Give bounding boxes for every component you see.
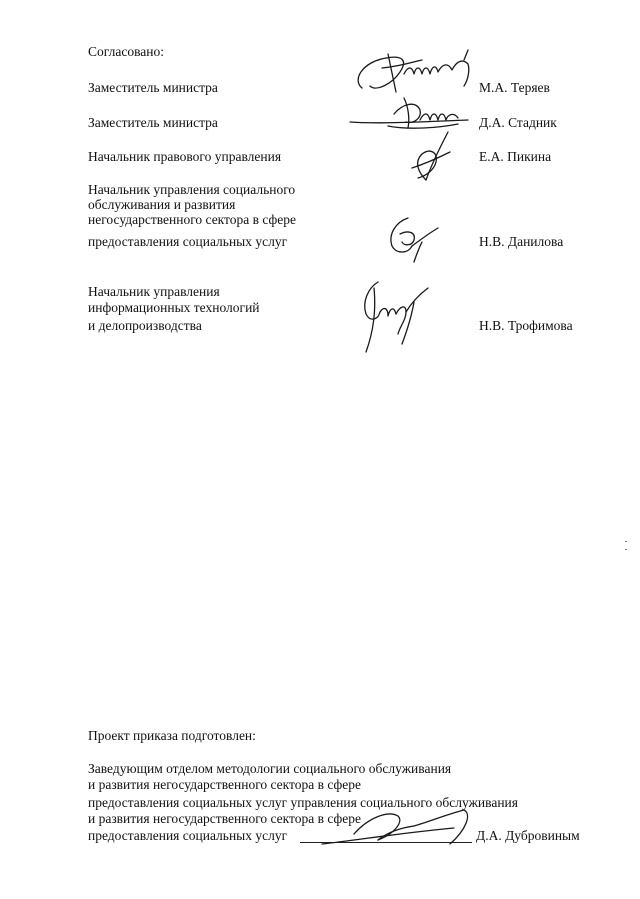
- approval-name-3: Е.А. Пикина: [479, 149, 552, 164]
- prepared-line-5: предоставления социальных услуг: [88, 828, 288, 843]
- prepared-line-4: и развития негосударственного сектора в сфере: [88, 811, 362, 826]
- approval-position-4-line-1: Начальник управления социального: [88, 182, 296, 197]
- approval-position-1: Заместитель министра: [88, 80, 218, 95]
- approval-position-4-line-4: предоставления социальных услуг: [88, 234, 288, 249]
- signature-4: [382, 212, 446, 264]
- approval-position-5-line-3: и делопроизводства: [88, 318, 202, 333]
- approval-position-5-line-2: информационных технологий: [88, 300, 260, 315]
- approval-position-2: Заместитель министра: [88, 115, 218, 130]
- scan-speck: [625, 541, 627, 542]
- approval-name-1: М.А. Теряев: [479, 80, 550, 95]
- signature-5: [354, 278, 438, 358]
- approval-position-4-line-3: негосударственного сектора в сфере: [88, 212, 297, 227]
- approval-position-4-line-2: обслуживания и развития: [88, 197, 236, 212]
- prepared-line-3: предоставления социальных услуг управления социального обслуживания: [88, 795, 518, 810]
- signature-1: [352, 40, 482, 100]
- signature-6: [318, 800, 478, 856]
- prepared-heading: Проект приказа подготовлен:: [88, 728, 256, 743]
- prepared-line-2: и развития негосударственного сектора в сфере: [88, 777, 362, 792]
- approval-name-4: Н.В. Данилова: [479, 234, 564, 249]
- approval-name-5: Н.В. Трофимова: [479, 318, 573, 333]
- approval-name-2: Д.А. Стадник: [479, 115, 557, 130]
- scan-speck: [625, 549, 627, 550]
- signature-3: [404, 128, 456, 188]
- prepared-name: Д.А. Дубровиным: [476, 828, 580, 843]
- prepared-line-1: Заведующим отделом методологии социального обслуживания: [88, 761, 452, 776]
- approval-heading: Согласовано:: [88, 44, 164, 59]
- approval-position-5-line-1: Начальник управления: [88, 284, 220, 299]
- approval-position-3: Начальник правового управления: [88, 149, 282, 164]
